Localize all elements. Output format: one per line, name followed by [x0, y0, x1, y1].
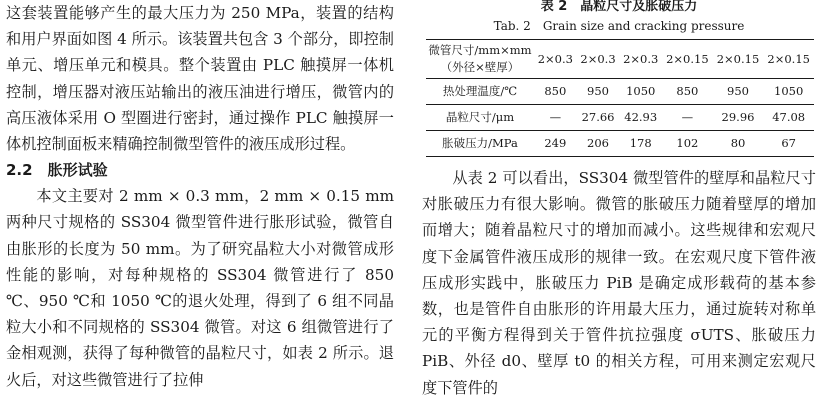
- table-header-row: [426, 40, 814, 79]
- paragraph-apparatus: 这套装置能够产生的最大压力为 250 MPa，装置的结构和用户界面如图 4 所示。该装置共包含 3 个部分，即控制单元、增压单元和模具。整个装置由 PLC 触摸屏一体机控制，增压器对液压站输出的液压油进行增压，微管内的高压液体采用 O 型圈进行密封，通过操作 PLC 触摸屏一体机控制面板来精确控制微型管件的液压成形过程。: [6, 4, 394, 154]
- table-cell: —: [534, 105, 577, 131]
- table-cell: 1050: [619, 79, 662, 105]
- header-cell: 2×0.15: [662, 40, 713, 79]
- grain-size-table: [426, 39, 814, 157]
- table-cell: 67: [763, 131, 814, 157]
- table-cell: 249: [534, 131, 577, 157]
- table-caption-cn: 表 2 晶粒尺寸及胀破压力: [540, 0, 698, 14]
- table-cell: 27.66: [577, 105, 620, 131]
- table-cell: 80: [713, 131, 764, 157]
- table-cell: 102: [662, 131, 713, 157]
- table-cell: 178: [619, 131, 662, 157]
- table-cell: 29.96: [713, 105, 764, 131]
- row-label: 胀破压力/MPa: [426, 131, 534, 157]
- table-cell: 950: [713, 79, 764, 105]
- table-cell: 850: [534, 79, 577, 105]
- table-row: [426, 105, 814, 131]
- table-cell: 950: [577, 79, 620, 105]
- paragraph-bulging-test: 本文主要对 2 mm × 0.3 mm，2 mm × 0.15 mm 两种尺寸规格的 SS304 微型管件进行胀形试验，微管自由胀形的长度为 50 mm。为了研究晶粒大小对微管成形性能的影响，对每种规格的 SS304 微管进行了 850 ℃、950 ℃和 1050 ℃的退火处理，得到了 6 组不同晶粒大小和不同规格的 SS304 微管。对这 6 组微管进行了金相观测，获得了每种微管的晶粒尺寸，如表 2 所示。退火后，对这些微管进行了拉伸: [6, 187, 394, 389]
- header-cell: 2×0.15: [763, 40, 814, 79]
- paragraph-discussion: 从表 2 可以看出，SS304 微型管件的壁厚和晶粒尺寸对胀破压力有很大影响。微管的胀破压力随着壁厚的增加而增大；随着晶粒尺寸的增加而减小。这些规律和宏观尺度下金属管件液压成形的规律一致。在宏观尺度下管件液压成形实践中，胀破压力 PiB 是确定成形载荷的基本参数，也是管件自由胀形的许用最大压力，通过旋转对称单元的平衡方程得到关于管件抗拉强度 σUTS、胀破压力 PiB、外径 d0、壁厚 t0 的相关方程，可用来测定宏观尺度下管件的: [422, 169, 816, 397]
- section-title: 2.2 胀形试验: [6, 161, 108, 180]
- table-cell: 1050: [763, 79, 814, 105]
- table-cell: —: [662, 105, 713, 131]
- header-label: 微管尺寸/mm×mm（外径×壁厚）: [426, 40, 534, 79]
- left-column: [6, 0, 394, 393]
- row-label: 热处理温度/℃: [426, 79, 534, 105]
- header-cell: 2×0.3: [619, 40, 662, 79]
- right-column: [422, 0, 816, 401]
- header-cell: 2×0.3: [534, 40, 577, 79]
- table-row: [426, 79, 814, 105]
- table-cell: 850: [662, 79, 713, 105]
- header-cell: 2×0.15: [713, 40, 764, 79]
- table-cell: 47.08: [763, 105, 814, 131]
- table-cell: 206: [577, 131, 620, 157]
- row-label: 晶粒尺寸/μm: [426, 105, 534, 131]
- header-cell: 2×0.3: [577, 40, 620, 79]
- table-caption-en: Tab. 2 Grain size and cracking pressure: [493, 19, 745, 33]
- table-cell: 42.93: [619, 105, 662, 131]
- table-row: [426, 131, 814, 157]
